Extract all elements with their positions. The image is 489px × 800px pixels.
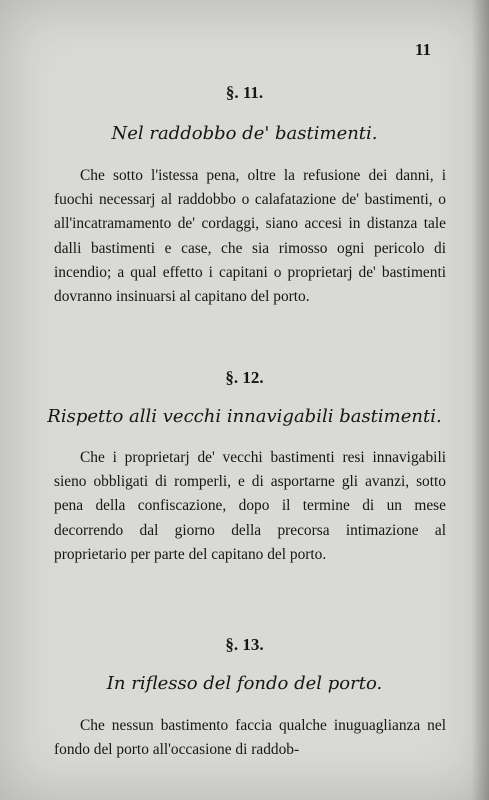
- section-12-mark: §. 12.: [225, 368, 264, 387]
- section-12-paragraph: Che i proprietarj de' vecchi bastimenti resi innavigabili sieno obbligati di romperli, e di asportarne gli avanzi, sotto pena della confiscazione, dopo il termine di un mese decorrendo dal giorno della precorsa intimazione al proprietario per parte del capitano del porto.: [54, 449, 446, 563]
- section-13-paragraph: Che nessun bastimento faccia qualche inuguaglianza nel fondo del porto all'occasione di raddob-: [54, 717, 446, 759]
- section-11-paragraph: Che sotto l'istessa pena, oltre la refusione dei danni, i fuochi necessarj al raddobbo o calafatazione de' bastimenti, o all'incatramamento de' cordaggi, siano accesi in distanza tale dalli bastimenti e case, che sia rimosso ogni pericolo di incendio; a qual effetto i capitani o proprietarj de' bastimenti dovranno insinuarsi al capitano del porto.: [54, 167, 446, 306]
- page-number: 11: [414, 40, 431, 59]
- section-13-mark: §. 13.: [225, 635, 264, 654]
- page-edge-shadow: [471, 0, 489, 800]
- section-11-mark: §. 11.: [225, 83, 264, 102]
- section-11-heading: Nel raddobbo de' bastimenti.: [111, 123, 378, 144]
- section-13-heading: In riflesso del fondo del porto.: [106, 673, 383, 694]
- section-12-heading: Rispetto alli vecchi innavigabili bastimenti.: [47, 406, 442, 427]
